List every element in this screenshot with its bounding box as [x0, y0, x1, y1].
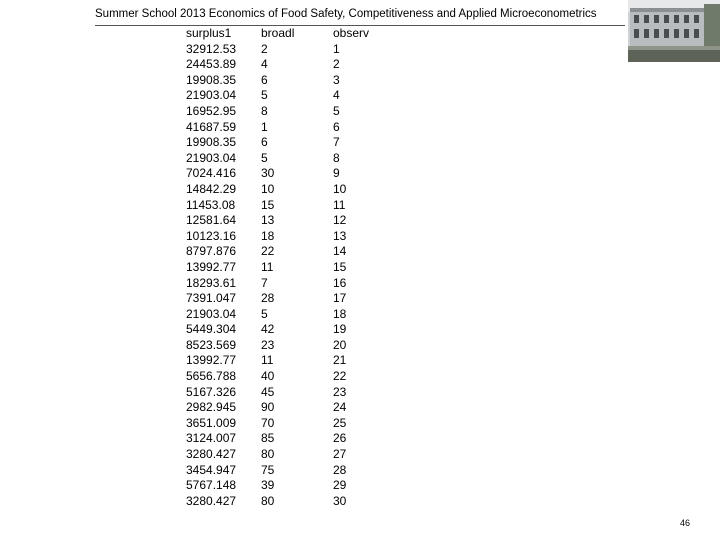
- table-cell: 5167.326: [186, 384, 237, 399]
- table-cell: 2982.945: [186, 400, 237, 415]
- table-cell: 1: [333, 41, 340, 56]
- table-cell: 45: [261, 384, 275, 399]
- table-row: [186, 431, 393, 447]
- table-cell: 39: [261, 478, 275, 493]
- table-cell: 3454.947: [186, 462, 237, 477]
- table-cell: 9: [333, 166, 340, 181]
- table-body: [186, 42, 393, 510]
- table-cell: 5449.304: [186, 322, 237, 337]
- table-cell: 32912.53: [186, 41, 237, 56]
- table-cell: 19: [333, 322, 347, 337]
- table-cell: 15: [333, 259, 347, 274]
- table-cell: 85: [261, 431, 275, 446]
- table-cell: 5767.148: [186, 478, 237, 493]
- table-row: [186, 213, 393, 229]
- table-row: [186, 338, 393, 354]
- table-cell: 28: [261, 291, 275, 306]
- table-cell: 75: [261, 462, 275, 477]
- table-cell: 5656.788: [186, 369, 237, 384]
- table-cell: 14842.29: [186, 181, 237, 196]
- table-cell: 24: [333, 400, 347, 415]
- table-cell: 3124.007: [186, 431, 237, 446]
- table-cell: 22: [261, 244, 275, 259]
- table-cell: 6: [261, 72, 268, 87]
- table-row: [186, 151, 393, 167]
- table-cell: 29: [333, 478, 347, 493]
- table-row: [186, 276, 393, 292]
- table-row: [186, 198, 393, 214]
- table-cell: 4: [261, 57, 268, 72]
- table-cell: 2: [261, 41, 268, 56]
- table-row: [186, 260, 393, 276]
- table-cell: 11: [333, 197, 346, 212]
- table-cell: 11: [261, 259, 274, 274]
- table-cell: 16: [333, 275, 347, 290]
- table-cell: 14: [333, 244, 347, 259]
- table-cell: 21: [333, 353, 347, 368]
- data-table: [186, 26, 393, 509]
- table-cell: 5: [261, 88, 268, 103]
- table-cell: 30: [261, 166, 275, 181]
- table-row: [186, 120, 393, 136]
- table-cell: 21903.04: [186, 150, 237, 165]
- table-row: [186, 166, 393, 182]
- table-cell: 11453.08: [186, 197, 236, 212]
- table-cell: 22: [333, 369, 347, 384]
- table-cell: 19908.35: [186, 72, 237, 87]
- table-row: [186, 182, 393, 198]
- table-row: [186, 385, 393, 401]
- table-cell: 17: [333, 291, 347, 306]
- table-cell: 3280.427: [186, 493, 237, 508]
- column-header: broadl: [261, 26, 295, 40]
- table-row: [186, 291, 393, 307]
- table-row: [186, 229, 393, 245]
- table-cell: 7024.416: [186, 166, 237, 181]
- table-cell: 8797.876: [186, 244, 237, 259]
- table-cell: 1: [261, 119, 268, 134]
- table-cell: 10: [333, 181, 347, 196]
- table-cell: 23: [333, 384, 347, 399]
- table-cell: 12581.64: [186, 213, 237, 228]
- table-row: [186, 478, 393, 494]
- table-row: [186, 463, 393, 479]
- table-cell: 18293.61: [186, 275, 237, 290]
- table-cell: 12: [333, 213, 347, 228]
- table-cell: 13992.77: [186, 353, 237, 368]
- table-cell: 2: [333, 57, 340, 72]
- table-cell: 21903.04: [186, 88, 237, 103]
- table-cell: 13: [333, 228, 347, 243]
- table-cell: 18: [261, 228, 275, 243]
- table-cell: 80: [261, 493, 275, 508]
- table-row: [186, 73, 393, 89]
- table-cell: 10: [261, 181, 275, 196]
- table-cell: 7: [333, 135, 340, 150]
- table-cell: 11: [261, 353, 274, 368]
- table-cell: 90: [261, 400, 275, 415]
- table-row: [186, 307, 393, 323]
- table-cell: 21903.04: [186, 306, 237, 321]
- table-cell: 8: [333, 150, 340, 165]
- table-cell: 5: [261, 150, 268, 165]
- table-cell: 13992.77: [186, 259, 237, 274]
- table-cell: 3280.427: [186, 447, 237, 462]
- table-cell: 4: [333, 88, 340, 103]
- table-row: [186, 353, 393, 369]
- table-cell: 5: [261, 306, 268, 321]
- table-cell: 30: [333, 493, 347, 508]
- column-header: surplus1: [186, 26, 232, 40]
- table-row: [186, 447, 393, 463]
- table-cell: 28: [333, 462, 347, 477]
- table-row: [186, 244, 393, 260]
- column-header: observ: [333, 26, 370, 40]
- table-cell: 16952.95: [186, 103, 237, 118]
- page-number: 46: [680, 518, 691, 528]
- table-cell: 40: [261, 369, 275, 384]
- table-cell: 19908.35: [186, 135, 237, 150]
- table-cell: 41687.59: [186, 119, 237, 134]
- table-cell: 5: [333, 103, 340, 118]
- table-cell: 27: [333, 447, 347, 462]
- table-row: [186, 135, 393, 151]
- table-cell: 25: [333, 415, 347, 430]
- table-cell: 10123.16: [186, 228, 237, 243]
- table-cell: 23: [261, 337, 275, 352]
- slide-header-title: Summer School 2013 Economics of Food Safety, Competitiveness and Applied Microeconometrics: [95, 8, 597, 20]
- table-cell: 18: [333, 306, 347, 321]
- table-row: [186, 322, 393, 338]
- table-row: [186, 104, 393, 120]
- table-cell: 6: [261, 135, 268, 150]
- table-row: [186, 42, 393, 58]
- table-cell: 20: [333, 337, 347, 352]
- table-row: [186, 416, 393, 432]
- table-cell: 3651.009: [186, 415, 237, 430]
- table-cell: 8523.569: [186, 337, 237, 352]
- table-row: [186, 57, 393, 73]
- table-cell: 13: [261, 213, 275, 228]
- table-row: [186, 88, 393, 104]
- table-cell: 42: [261, 322, 275, 337]
- table-cell: 7: [261, 275, 268, 290]
- table-cell: 3: [333, 72, 340, 87]
- table-row: [186, 400, 393, 416]
- building-photo: [628, 0, 720, 62]
- table-cell: 70: [261, 415, 275, 430]
- table-cell: 8: [261, 103, 268, 118]
- table-cell: 7391.047: [186, 291, 237, 306]
- table-header-row: [186, 26, 393, 42]
- table-cell: 26: [333, 431, 347, 446]
- table-row: [186, 369, 393, 385]
- table-cell: 6: [333, 119, 340, 134]
- table-cell: 24453.89: [186, 57, 237, 72]
- table-cell: 15: [261, 197, 275, 212]
- table-row: [186, 494, 393, 510]
- table-cell: 80: [261, 447, 275, 462]
